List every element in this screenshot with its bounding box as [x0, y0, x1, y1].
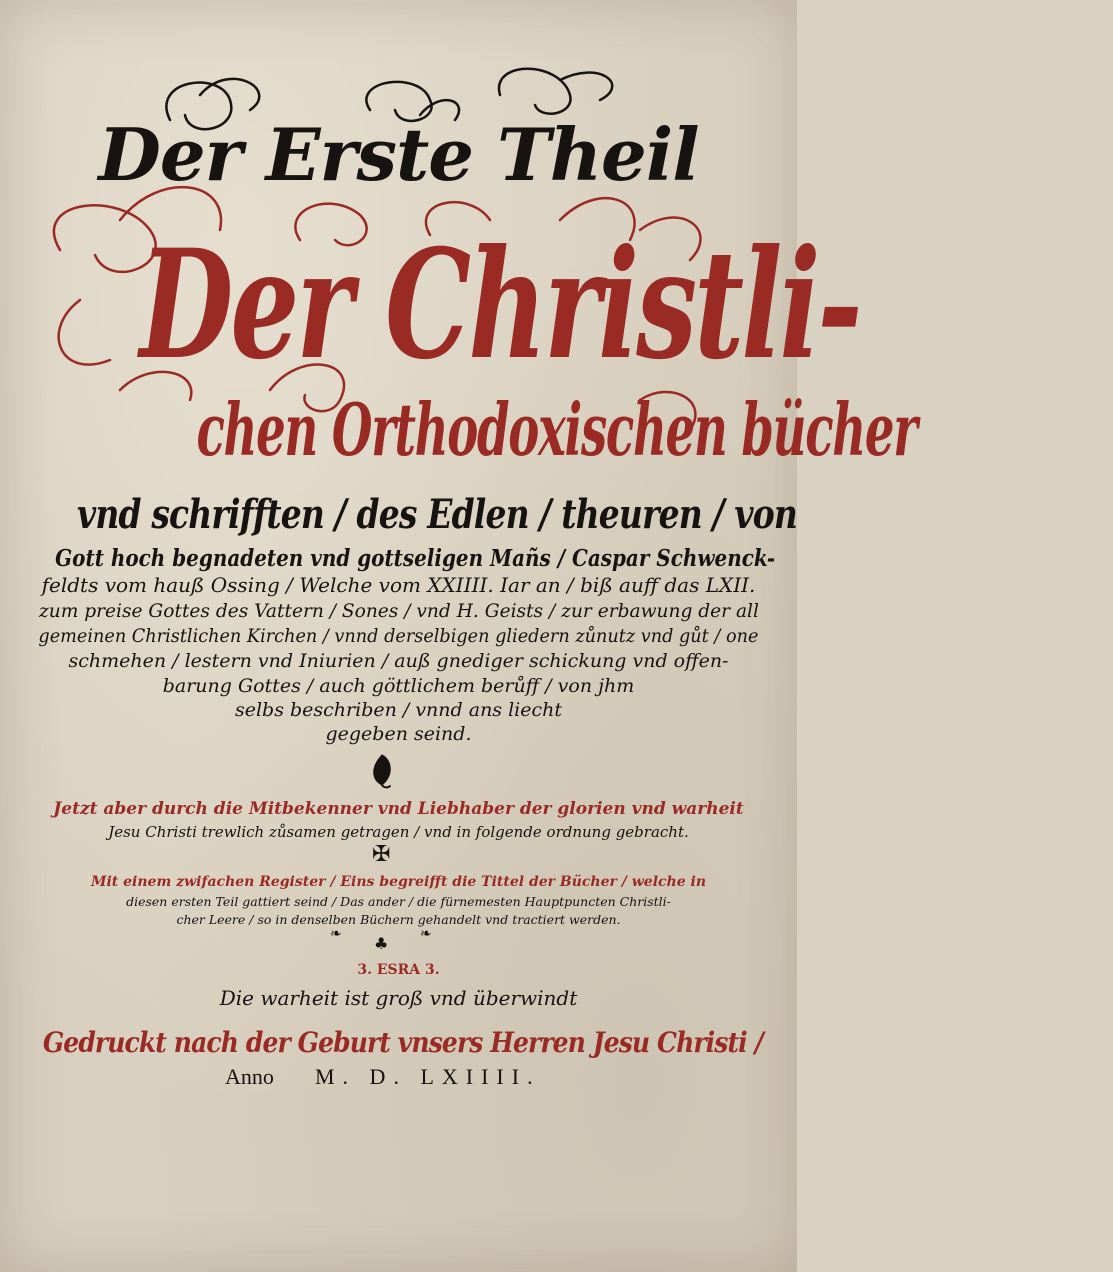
fleuron-center: ♣	[374, 934, 389, 953]
title-line-2: Der Christli-	[139, 217, 860, 393]
imprint-anno-label: Anno	[225, 1064, 274, 1089]
body-line-6: schmehen / lestern vnd Iniurien / auß gnediger schickung vnd offen-	[68, 650, 729, 672]
title-line-3: chen Orthodoxischen bücher	[196, 387, 917, 472]
register-note-line-2: diesen ersten Teil gattiert seind / Das ander / die fürnemesten Hauptpuncten Christli-	[126, 894, 671, 909]
imprint-anno-year: M. D. LXIIII.	[315, 1064, 541, 1089]
body-line-7: barung Gottes / auch göttlichem berůff / von jhm	[162, 675, 635, 697]
collector-note-line-2: Jesu Christi trewlich zůsamen getragen / vnd in folgende ordnung gebracht.	[108, 823, 689, 841]
collector-note-line-1: Jetzt aber durch die Mitbekenner vnd Liebhaber der glorien vnd warheit	[53, 799, 744, 819]
body-line-2: Gott hoch begnadeten vnd gottseligen Mañs / Caspar Schwenck-	[55, 545, 776, 572]
body-line-9: gegeben seind.	[325, 723, 472, 745]
fleuron-right: ❧	[420, 926, 432, 942]
fleuron-left: ❧	[330, 926, 342, 942]
motto-reference: 3. ESRA 3.	[357, 962, 440, 978]
body-line-5: gemeinen Christlichen Kirchen / vnnd derselbigen gliedern zůnutz vnd gůt / one	[38, 625, 759, 647]
register-note-line-1: Mit einem zwifachen Register / Eins begreifft die Tittel der Bücher / welche in	[90, 874, 707, 890]
body-line-1: vnd schrifften / des Edlen / theuren / von	[77, 491, 797, 538]
leaf-ornament	[362, 750, 402, 790]
body-line-8: selbs beschriben / vnnd ans liecht	[234, 699, 563, 721]
motto-text: Die warheit ist groß vnd überwindt	[219, 986, 578, 1010]
title-line-1: Der Erste Theil	[98, 112, 699, 197]
cross-ornament: ✠	[372, 842, 391, 867]
body-line-3: feldts vom hauß Ossing / Welche vom XXIIII. Iar an / biß auff das LXII.	[41, 573, 756, 597]
imprint-line-1: Gedruckt nach der Geburt vnsers Herren Jesu Christi /	[42, 1026, 763, 1059]
register-note-line-3: cher Leere / so in denselben Büchern gehandelt vnd tractiert werden.	[176, 912, 621, 927]
body-line-4: zum preise Gottes des Vattern / Sones / vnd H. Geists / zur erbawung der all	[38, 600, 759, 622]
